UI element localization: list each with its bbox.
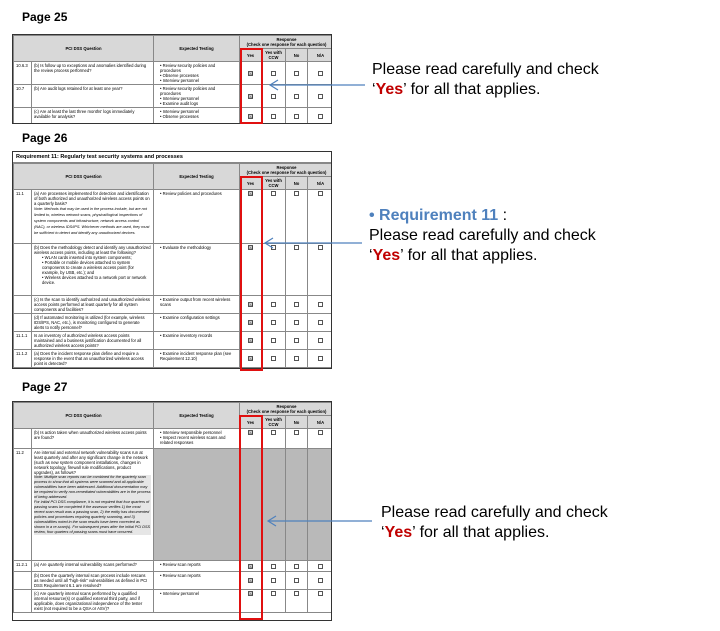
- callout-yes: Yes: [372, 247, 401, 264]
- question-number: 10.6.3: [14, 62, 32, 85]
- no-header: No: [286, 177, 308, 190]
- yes-checkbox[interactable]: ☒: [249, 356, 253, 361]
- colon: :: [498, 207, 508, 224]
- yes-checkbox[interactable]: ☒: [249, 191, 253, 196]
- test-item: • Interview responsible personnel: [160, 430, 237, 435]
- test-item: • Review scan reports: [160, 562, 237, 567]
- test-item: • Evaluate the methodology: [160, 245, 237, 250]
- test-item: • Examine audit logs: [160, 101, 237, 106]
- test-item: • Examine output from recent wireless scans: [160, 297, 237, 307]
- no-header: No: [286, 416, 308, 429]
- question-number: 11.2: [14, 449, 32, 561]
- yes-with-label: Yes with: [265, 417, 282, 422]
- question-text: (c) Is the scan to identify authorized and unauthorized wireless access points performed at least quarterly for all system components and facilities?: [32, 296, 154, 314]
- callout-line-2: [372, 80, 599, 100]
- testing-header: Expected Testing: [154, 403, 240, 429]
- question-text: (d) If automated monitoring is utilized (for example, wireless IDS/IPS, NAC, etc.), is monitoring configured to generate alerts to notify personnel?: [32, 314, 154, 332]
- requirement-title: Requirement 11: Regularly test security systems and processes: [13, 152, 331, 163]
- test-item: • Review security policies and procedures: [160, 86, 237, 96]
- test-item: • Examine incident response plan (see Requirement 12.10): [160, 351, 237, 361]
- question-body: (a) Are processes implemented for detection and identification of both authorized and unauthorized wireless access points on a quarterly basis?: [34, 191, 150, 206]
- yes-checkbox[interactable]: ☒: [249, 320, 253, 325]
- test-item: • Interview personnel: [160, 96, 237, 101]
- question-note: Note: Multiple scan reports can be combined for the quarterly scan process to show that all systems were scanned and all applicable vulnerabilities have been addressed. Additional documentation may be required to verify non-remediated vulnerabilities are in the process of being addressed.: [34, 475, 151, 499]
- response-title: Response: [276, 165, 297, 170]
- callout-yes: Yes: [375, 81, 404, 98]
- quote-close: ’: [400, 247, 404, 264]
- question-text: (b) Is action taken when unauthorized wireless access points are found?: [32, 429, 154, 449]
- test-item: • Inspect recent wireless scans and related responses: [160, 435, 237, 445]
- na-header: N/A: [308, 177, 332, 190]
- test-item: • Observe processes: [160, 73, 237, 78]
- question-note: For initial PCI DSS compliance, it is not required that four quarters of passing scans be completed if the assessor verifies 1) the most recent scan result was a passing scan, 2) the entity has documented policies and procedures requiring quarterly scanning, and 3) vulnerabilities noted in the scan results have been corrected as shown in a re-scan(s). For subsequent years after the initial PCI DSS review, four quarters of passing scans must have occurred.: [34, 500, 151, 534]
- yes-checkbox[interactable]: ☒: [249, 70, 253, 76]
- question-text: (b) Does the quarterly internal scan process include rescans as needed until all "high-risk" vulnerabilities as defined in PCI DSS Requirement 6.1 are resolved?: [32, 572, 154, 590]
- requirement-label: Requirement 11: [379, 207, 499, 224]
- test-item: • Interview personnel: [160, 591, 237, 596]
- ccw-label: CCW: [268, 55, 279, 60]
- yes-with-label: Yes with: [265, 50, 282, 55]
- test-item: • Examine inventory records: [160, 333, 237, 338]
- test-item: • Review policies and procedures: [160, 191, 237, 196]
- bullet: •: [369, 207, 380, 224]
- question-text: (b) Are audit logs retained for at least one year?: [32, 85, 154, 108]
- question-number: 11.1.2: [14, 350, 32, 368]
- yes-checkbox[interactable]: ☒: [249, 245, 253, 250]
- question-header: PCI DSS Question: [14, 36, 154, 62]
- question-body: (b) Does the methodology detect and identify any unauthorized wireless access points, including at least the following?: [34, 245, 151, 255]
- callout-rest: for all that applies.: [415, 524, 550, 541]
- test-item: • Review security policies and procedures: [160, 63, 237, 73]
- yes-checkbox[interactable]: ☒: [249, 93, 253, 99]
- callout-page-25: [372, 60, 599, 100]
- ccw-label: CCW: [268, 422, 279, 427]
- response-subtitle: (Check one response for each question): [246, 409, 327, 414]
- callout-requirement: [369, 206, 596, 226]
- response-subtitle: (Check one response for each question): [246, 170, 327, 175]
- na-header: N/A: [308, 416, 332, 429]
- yes-checkbox[interactable]: ☒: [249, 578, 253, 583]
- question-bullet: • Wireless devices attached to a network port or network device.: [42, 275, 151, 285]
- response-title: Response: [276, 37, 297, 42]
- yes-checkbox[interactable]: ☒: [249, 302, 253, 307]
- quote-open: ‘: [372, 81, 376, 98]
- quote-close: ’: [412, 524, 416, 541]
- yes-header: Yes: [240, 49, 262, 62]
- test-item: • Review scan reports: [160, 573, 237, 578]
- test-item: • Observe processes: [160, 114, 237, 119]
- callout-page-26: [369, 206, 596, 266]
- page-25-label: Page 25: [22, 10, 68, 24]
- question-text: (a) Does the incident response plan define and require a response in the event that an unauthorized wireless access point is detected?: [32, 350, 154, 368]
- na-header: N/A: [308, 49, 332, 62]
- quote-open: ‘: [369, 247, 373, 264]
- test-item: • Interview personnel: [160, 78, 237, 83]
- question-text: (c) Are at least the last three months' logs immediately available for analysis?: [32, 108, 154, 125]
- question-number: 11.1: [14, 190, 32, 244]
- yes-header: Yes: [240, 416, 262, 429]
- callout-line-2: [381, 523, 608, 543]
- quote-close: ’: [403, 81, 407, 98]
- question-bullet: • Portable or mobile devices attached to system components to create a wireless access point (for example, by USB, etc.); and: [42, 260, 151, 275]
- question-text: (c) Are quarterly internal scans performed by a qualified internal resource(s) or qualified external third party, and if applicable, does organizational independence of the tester exist (not required to be a QSA or ASV)?: [32, 590, 154, 613]
- callout-rest: for all that applies.: [403, 247, 538, 264]
- question-number: 10.7: [14, 85, 32, 108]
- callout-line-1: Please read carefully and check: [372, 61, 599, 78]
- question-number: 11.1.1: [14, 332, 32, 350]
- question-number: 11.2.1: [14, 561, 32, 572]
- callout-line-1: Please read carefully and check: [369, 227, 596, 244]
- yes-with-label: Yes with: [265, 178, 282, 183]
- question-note: Note: Methods that may be used in the process include, but are not limited to, wireless network scans, physical/logical inspections of system components and infrastructure, network access control (NAC), or wireless IDS/IPS. Whichever methods are used, they must be sufficient to detect and identify any unauthorized devices.: [34, 207, 150, 235]
- yes-checkbox[interactable]: ☒: [249, 114, 253, 119]
- question-header: PCI DSS Question: [14, 164, 154, 190]
- page-26-label: Page 26: [22, 131, 68, 145]
- quote-open: ‘: [381, 524, 385, 541]
- question-header: PCI DSS Question: [14, 403, 154, 429]
- callout-yes: Yes: [384, 524, 413, 541]
- yes-checkbox[interactable]: ☒: [249, 338, 253, 343]
- test-item: • Interview personnel: [160, 109, 237, 114]
- callout-line-1: Please read carefully and check: [381, 504, 608, 521]
- callout-rest: for all that applies.: [406, 81, 541, 98]
- page-27-label: Page 27: [22, 380, 68, 394]
- question-text: (b) Is follow up to exceptions and anomalies identified during the review process performed?: [32, 62, 154, 85]
- question-bullet: • WLAN cards inserted into system components;: [42, 255, 151, 260]
- question-body: Are internal and external network vulnerability scans run at least quarterly and after any significant change in the network (such as new system component installations, changes in network topology, firewall rule modifications, product upgrades), as follows?: [34, 450, 148, 475]
- response-subtitle: (Check one response for each question): [246, 42, 327, 47]
- yes-checkbox[interactable]: ☒: [249, 430, 253, 435]
- testing-header: Expected Testing: [154, 36, 240, 62]
- no-header: No: [286, 49, 308, 62]
- callout-line-2: [369, 246, 596, 266]
- response-title: Response: [276, 404, 297, 409]
- ccw-label: CCW: [268, 183, 279, 188]
- question-text: Is an inventory of authorized wireless access points maintained and a business justification documented for all authorized wireless access points?: [32, 332, 154, 350]
- callout-page-27: [381, 503, 608, 543]
- test-item: • Examine configuration settings: [160, 315, 237, 320]
- yes-header: Yes: [240, 177, 262, 190]
- question-text: (a) Are quarterly internal vulnerability scans performed?: [32, 561, 154, 572]
- testing-header: Expected Testing: [154, 164, 240, 190]
- yes-checkbox[interactable]: ☒: [249, 563, 253, 569]
- yes-checkbox[interactable]: ☒: [249, 591, 253, 596]
